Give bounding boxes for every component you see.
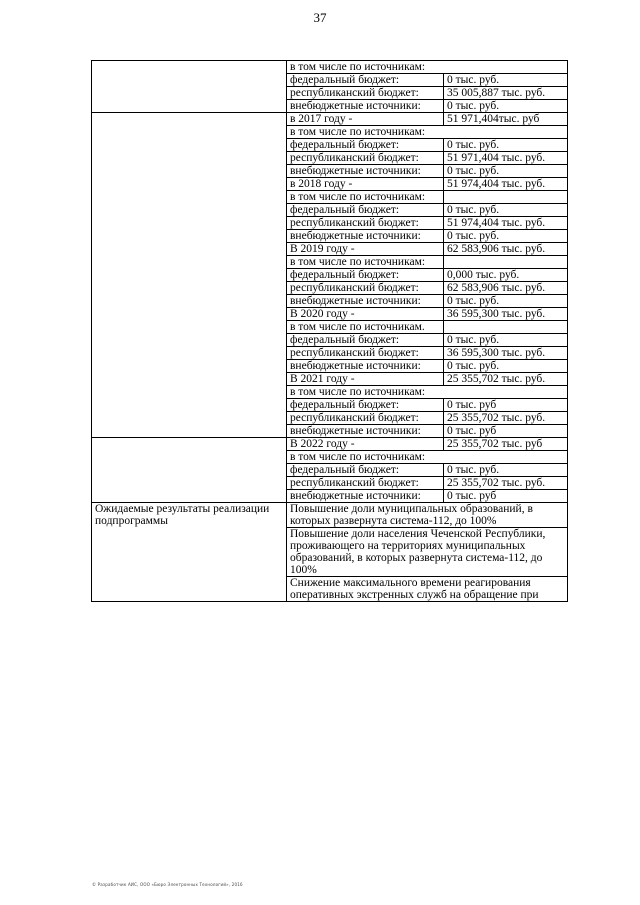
budget-label-cell: в 2018 году - [287,178,444,191]
budget-label-cell: республиканский бюджет: [287,87,444,100]
budget-label-cell: федеральный бюджет: [287,269,444,282]
budget-value-cell: 62 583,906 тыс. руб. [444,282,568,295]
budget-label-cell: республиканский бюджет: [287,217,444,230]
budget-label-cell: внебюджетные источники: [287,360,444,373]
page-number: 37 [313,10,327,25]
budget-label-cell: внебюджетные источники: [287,490,444,503]
source-heading-cell: в том числе по источникам: [287,61,568,74]
results-label-cell: Ожидаемые результаты реализации подпрограммы [92,503,287,602]
budget-value-cell: 0 тыс. руб. [444,139,568,152]
budget-label-cell: в том числе по источникам: [287,191,444,204]
table-row [92,61,568,74]
budget-value-cell: 0 тыс. руб [444,399,568,412]
budget-label-cell: республиканский бюджет: [287,347,444,360]
budget-value-cell: 35 005,887 тыс. руб. [444,87,568,100]
source-heading-cell: в том числе по источникам: [287,451,568,464]
budget-label-cell: внебюджетные источники: [287,295,444,308]
budget-value-cell: 0 тыс. руб. [444,74,568,87]
budget-value-cell [444,191,568,204]
budget-label-cell: внебюджетные источники: [287,425,444,438]
budget-label-cell: В 2020 году - [287,308,444,321]
budget-label-cell: федеральный бюджет: [287,74,444,87]
budget-label-cell: федеральный бюджет: [287,139,444,152]
budget-value-cell: 51 974,404 тыс. руб. [444,217,568,230]
budget-value-cell [444,321,568,334]
budget-value-cell: 0 тыс. руб. [444,360,568,373]
result-item-cell: Снижение максимального времени реагирования оперативных экстренных служб на обращение при [287,577,568,602]
budget-label-cell: республиканский бюджет: [287,282,444,295]
budget-value-cell: 51 971,404тыс. руб [444,113,568,126]
table-row [92,438,568,451]
budget-value-cell: 36 595,300 тыс. руб. [444,347,568,360]
budget-label-cell: в том числе по источникам: [287,256,444,269]
source-heading-cell: в том числе по источникам: [287,386,568,399]
budget-value-cell: 0 тыс. руб. [444,334,568,347]
budget-label-cell: внебюджетные источники: [287,100,444,113]
budget-label-cell: федеральный бюджет: [287,464,444,477]
left-empty-cell [92,113,287,438]
budget-value-cell: 0 тыс. руб. [444,165,568,178]
budget-value-cell [444,256,568,269]
result-item-cell: Повышение доли муниципальных образований, в которых развернута система-112, до 100% [287,503,568,528]
budget-label-cell: федеральный бюджет: [287,399,444,412]
budget-value-cell: 0,000 тыс. руб. [444,269,568,282]
budget-value-cell: 25 355,702 тыс. руб [444,438,568,451]
budget-value-cell: 0 тыс. руб [444,425,568,438]
budget-label-cell: В 2019 году - [287,243,444,256]
budget-value-cell: 0 тыс. руб. [444,295,568,308]
table-row [92,503,568,528]
budget-value-cell: 25 355,702 тыс. руб. [444,477,568,490]
table-row [92,113,568,126]
footer-note: © Разработчик АИС, ООО «Бюро Электронных Технологий», 2016 [92,882,243,887]
budget-value-cell: 51 974,404 тыс. руб. [444,178,568,191]
budget-label-cell: федеральный бюджет: [287,334,444,347]
budget-value-cell: 36 595,300 тыс. руб. [444,308,568,321]
left-empty-cell [92,61,287,113]
budget-label-cell: в том числе по источникам. [287,321,444,334]
budget-label-cell: внебюджетные источники: [287,165,444,178]
budget-value-cell: 51 971,404 тыс. руб. [444,152,568,165]
budget-value-cell: 0 тыс. руб. [444,100,568,113]
budget-label-cell: в 2017 году - [287,113,444,126]
budget-value-cell: 0 тыс. руб. [444,204,568,217]
budget-value-cell: 62 583,906 тыс. руб. [444,243,568,256]
funding-table [91,60,568,602]
budget-label-cell: В 2022 году - [287,438,444,451]
left-empty-cell [92,438,287,503]
budget-value-cell: 25 355,702 тыс. руб. [444,373,568,386]
source-heading-cell: в том числе по источникам: [287,126,568,139]
budget-value-cell: 25 355,702 тыс. руб. [444,412,568,425]
budget-value-cell: 0 тыс. руб. [444,464,568,477]
budget-label-cell: республиканский бюджет: [287,152,444,165]
result-item-cell: Повышение доли населения Чеченской Республики, проживающего на территориях муниципальных образований, в которых развернута система-112, до 100% [287,528,568,577]
budget-label-cell: республиканский бюджет: [287,412,444,425]
budget-value-cell: 0 тыс. руб. [444,230,568,243]
budget-label-cell: В 2021 году - [287,373,444,386]
budget-label-cell: республиканский бюджет: [287,477,444,490]
budget-label-cell: внебюджетные источники: [287,230,444,243]
budget-label-cell: федеральный бюджет: [287,204,444,217]
budget-value-cell: 0 тыс. руб [444,490,568,503]
